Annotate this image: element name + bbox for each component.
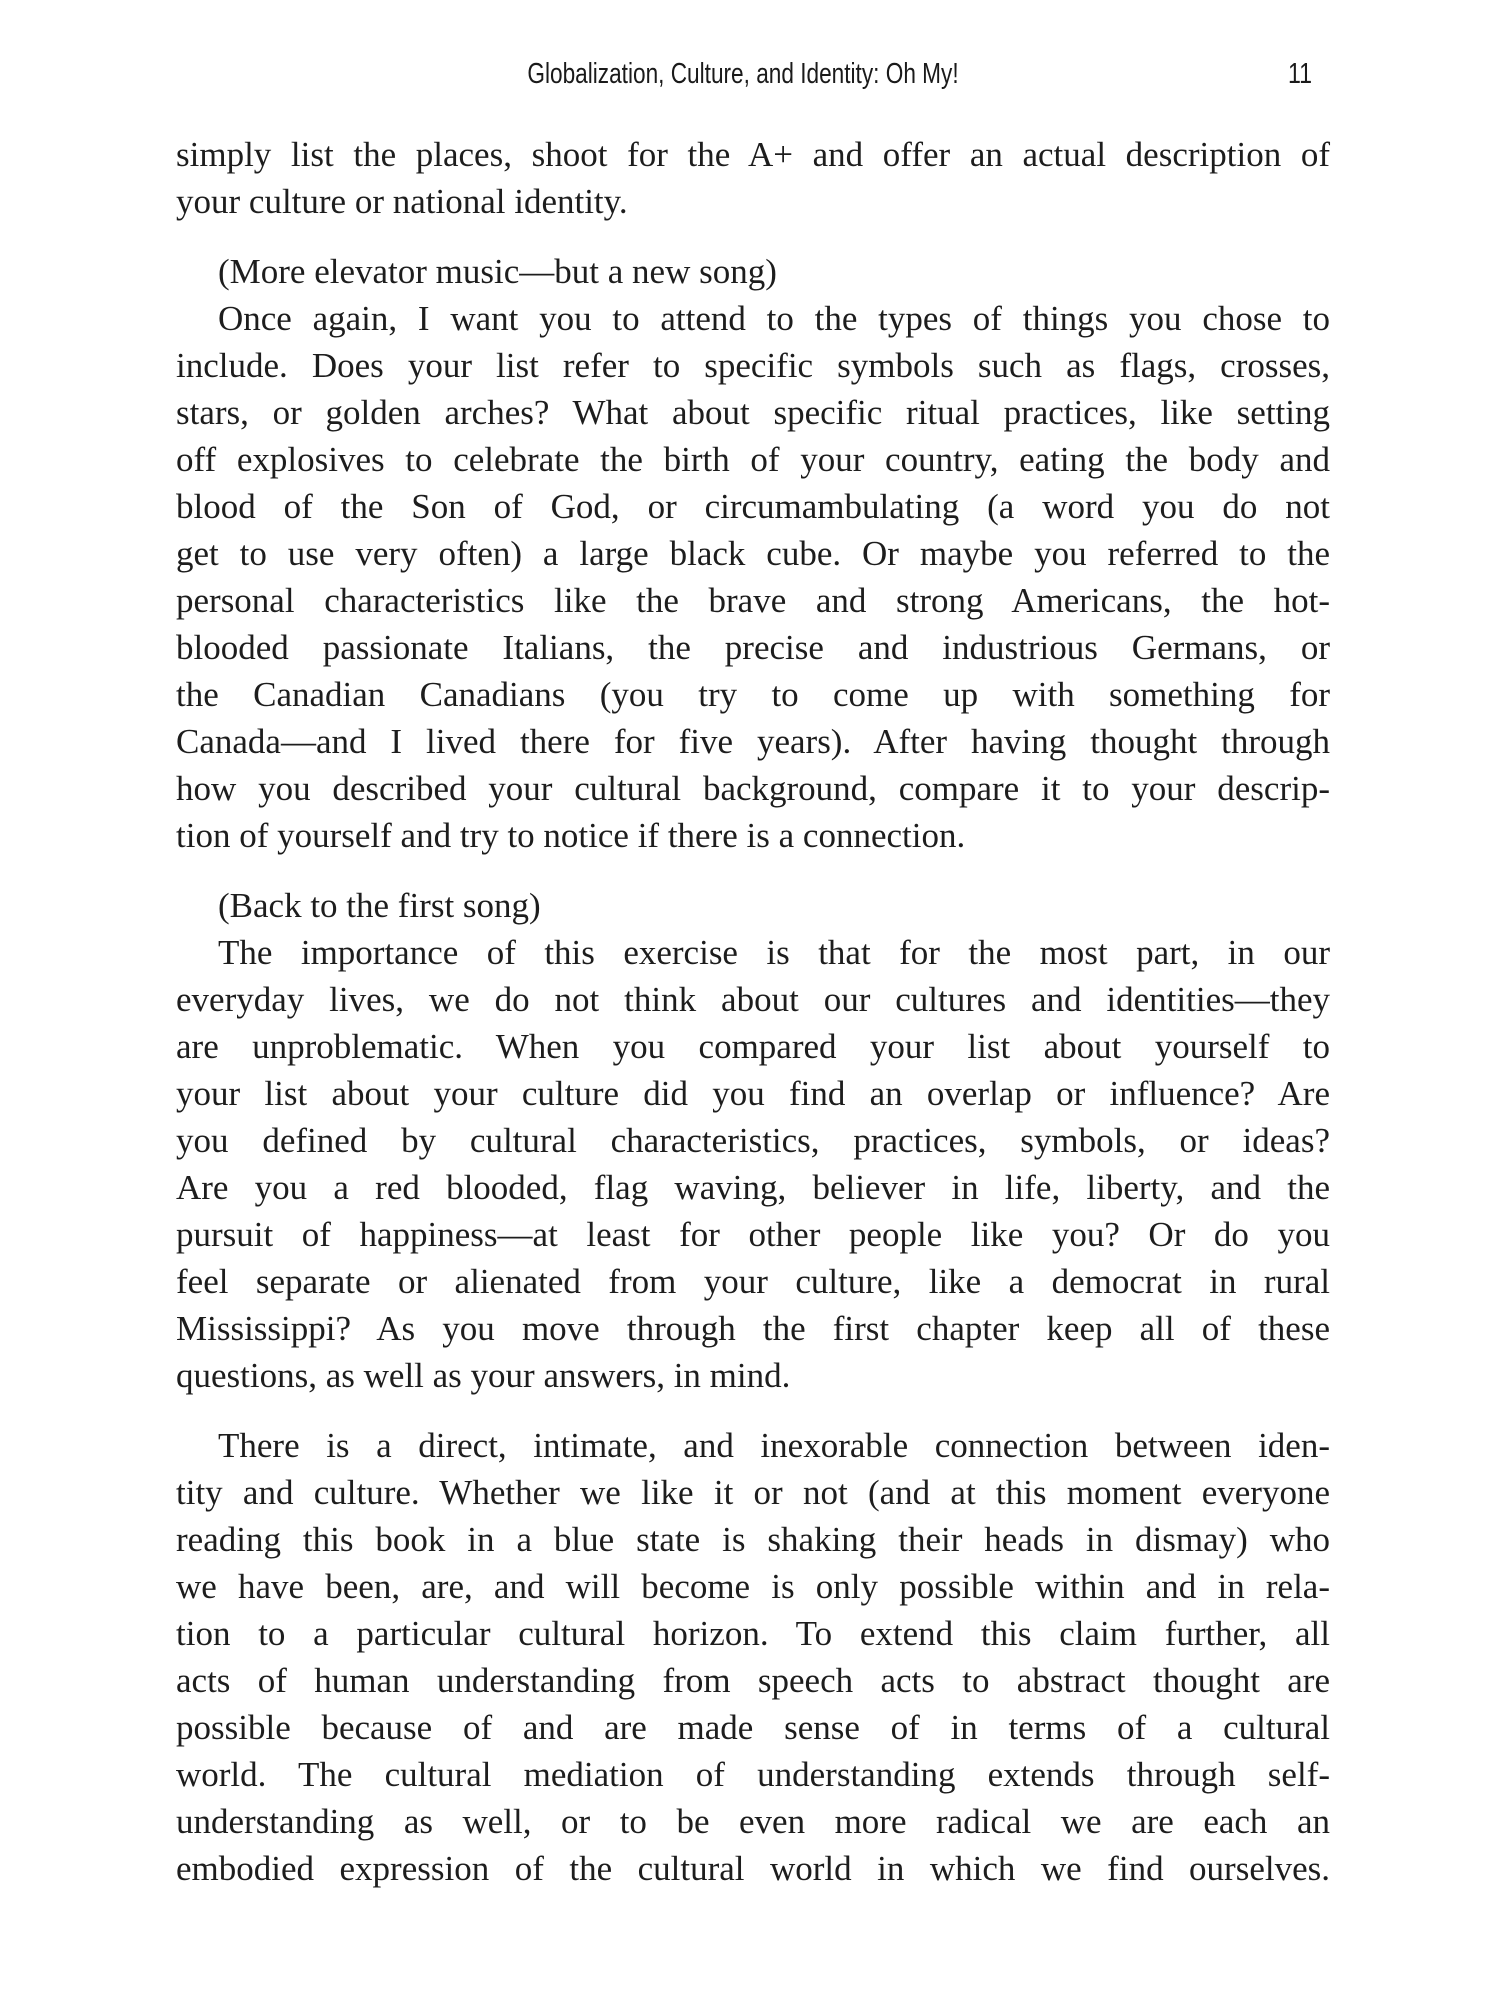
text-line: stars, or golden arches? What about specific ritual practices, like setting — [176, 393, 1330, 432]
text-line: you defined by cultural characteristics, practices, symbols, or ideas? — [176, 1121, 1330, 1160]
text-line: are unproblematic. When you compared your list about yourself to — [176, 1027, 1330, 1066]
text-line: how you described your cultural background, compare it to your descrip- — [176, 769, 1330, 808]
text-line: There is a direct, intimate, and inexorable connection between iden- — [218, 1426, 1330, 1465]
text-line: get to use very often) a large black cube. Or maybe you referred to the — [176, 534, 1330, 573]
text-line: tion to a particular cultural horizon. To extend this claim further, all — [176, 1614, 1330, 1653]
text-line: include. Does your list refer to specific symbols such as flags, crosses, — [176, 346, 1330, 385]
text-line: the Canadian Canadians (you try to come up with something for — [176, 675, 1330, 714]
text-line: feel separate or alienated from your culture, like a democrat in rural — [176, 1262, 1330, 1301]
page-number: 11 — [1288, 58, 1313, 90]
text-line: Mississippi? As you move through the first chapter keep all of these — [176, 1309, 1330, 1348]
text-line: acts of human understanding from speech acts to abstract thought are — [176, 1661, 1330, 1700]
text-line: Canada—and I lived there for five years). After having thought through — [176, 722, 1330, 761]
text-line: Are you a red blooded, flag waving, believer in life, liberty, and the — [176, 1168, 1330, 1207]
text-line: embodied expression of the cultural world in which we find ourselves. — [176, 1849, 1330, 1888]
text-line: understanding as well, or to be even more radical we are each an — [176, 1802, 1330, 1841]
text-line: reading this book in a blue state is shaking their heads in dismay) who — [176, 1520, 1330, 1559]
text-line: blood of the Son of God, or circumambulating (a word you do not — [176, 487, 1330, 526]
text-line: simply list the places, shoot for the A+ and offer an actual description of — [176, 135, 1330, 174]
text-line: off explosives to celebrate the birth of your country, eating the body and — [176, 440, 1330, 479]
text-line: your culture or national identity. — [176, 182, 628, 221]
text-line: personal characteristics like the brave and strong Americans, the hot- — [176, 581, 1330, 620]
text-line: we have been, are, and will become is only possible within and in rela- — [176, 1567, 1330, 1606]
text-line: Once again, I want you to attend to the types of things you chose to — [218, 299, 1330, 338]
text-line: world. The cultural mediation of understanding extends through self- — [176, 1755, 1330, 1794]
text-line: tion of yourself and try to notice if there is a connection. — [176, 816, 966, 855]
text-line: blooded passionate Italians, the precise and industrious Germans, or — [176, 628, 1330, 667]
text-line: everyday lives, we do not think about our cultures and identities—they — [176, 980, 1330, 1019]
text-line: possible because of and are made sense of in terms of a cultural — [176, 1708, 1330, 1747]
text-line: (More elevator music—but a new song) — [218, 252, 777, 291]
text-line: questions, as well as your answers, in mind. — [176, 1356, 791, 1395]
text-line: The importance of this exercise is that for the most part, in our — [218, 933, 1330, 972]
text-line: pursuit of happiness—at least for other people like you? Or do you — [176, 1215, 1330, 1254]
text-line: your list about your culture did you find an overlap or influence? Are — [176, 1074, 1330, 1113]
running-head-title: Globalization, Culture, and Identity: Oh My! — [527, 58, 959, 90]
text-line: (Back to the first song) — [218, 886, 541, 925]
text-line: tity and culture. Whether we like it or not (and at this moment everyone — [176, 1473, 1330, 1512]
